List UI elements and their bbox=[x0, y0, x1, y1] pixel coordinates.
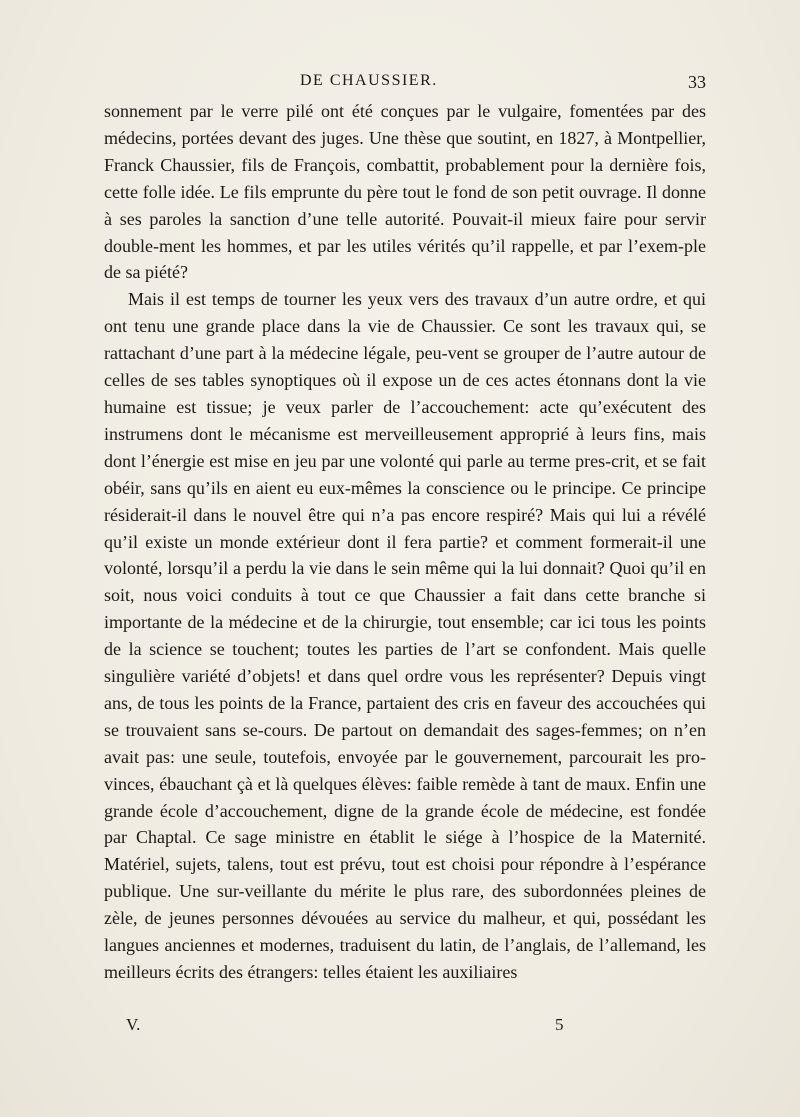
page-number: 33 bbox=[688, 72, 706, 92]
signature-mark: V. bbox=[126, 1015, 141, 1034]
signature-number: 5 bbox=[555, 1015, 564, 1034]
running-head: DE CHAUSSIER. bbox=[300, 72, 438, 89]
page-header bbox=[100, 72, 706, 96]
paragraph: Mais il est temps de tourner les yeux vers des travaux d’un autre ordre, et qui ont tenu une grande place dans la vie de Chaussier. Ce sont les travaux qui, se rattachant d’une part à la médecine légale, peu-vent se grouper de l’autre autour de celles de ses tables synoptiques où il expose un de ces actes étonnans dont la vie humaine est tissue; je veux parler de l’accouchement: acte qu’exécutent des instrumens dont le mécanisme est merveilleusement approprié à leurs fins, mais dont l’énergie est mise en jeu par une volonté qui parle au terme pres-crit, et se fait obéir, sans qu’ils en aient eu eux-mêmes la conscience ou le principe. Ce principe résiderait-il dans le nouvel être qui n’a pas encore respiré? Mais qui lui a révélé qu’il existe un monde extérieur dont il fera partie? et comment formerait-il une volonté, lorsqu’il a perdu la vie dans le sein même qui la lui donnait? Quoi qu’il en soit, nous voici conduits à tout ce que Chaussier a fait dans cette branche si importante de la médecine et de la chirurgie, tout ensemble; car ici tous les points de la science se touchent; toutes les parties de l’art se confondent. Mais quelle singulière variété d’objets! et dans quel ordre vous les représenter? Depuis vingt ans, de tous les points de la France, partaient des cris en faveur des accouchées qui se trouvaient sans se-cours. De partout on demandait des sages-femmes; on n’en avait pas: une seule, toutefois, envoyée par le gouvernement, parcourait les pro-vinces, ébauchant çà et là quelques élèves: faible remède à tant de maux. Enfin une grande école d’accouchement, digne de la grande école de médecine, est fondée par Chaptal. Ce sage ministre en établit le siége à l’hospice de la Maternité. Matériel, sujets, talens, tout est prévu, tout est choisi pour répondre à l’espérance publique. Une sur-veillante du mérite le plus rare, des subordonnées pleines de zèle, de jeunes personnes dévouées au service du malheur, et qui, possédant les langues anciennes et modernes, traduisent du latin, de l’anglais, de l’allemand, les meilleurs écrits des étrangers: telles étaient les auxiliaires bbox=[104, 289, 706, 982]
paragraph-continuation: sonnement par le verre pilé ont été conçues par le vulgaire, fomentées par des médecins, portées devant des juges. Une thèse que soutint, en 1827, à Montpellier, Franck Chaussier, fils de François, combattit, probablement pour la dernière fois, cette folle idée. Le fils emprunte du père tout le fond de son petit ouvrage. Il donne à ses paroles la sanction d’une telle autorité. Pouvait-il mieux faire pour servir double-ment les hommes, et par les utiles vérités qu’il rappelle, et par l’exem-ple de sa piété? bbox=[104, 101, 706, 283]
page-footer bbox=[100, 1015, 706, 1039]
body-text bbox=[104, 98, 706, 986]
